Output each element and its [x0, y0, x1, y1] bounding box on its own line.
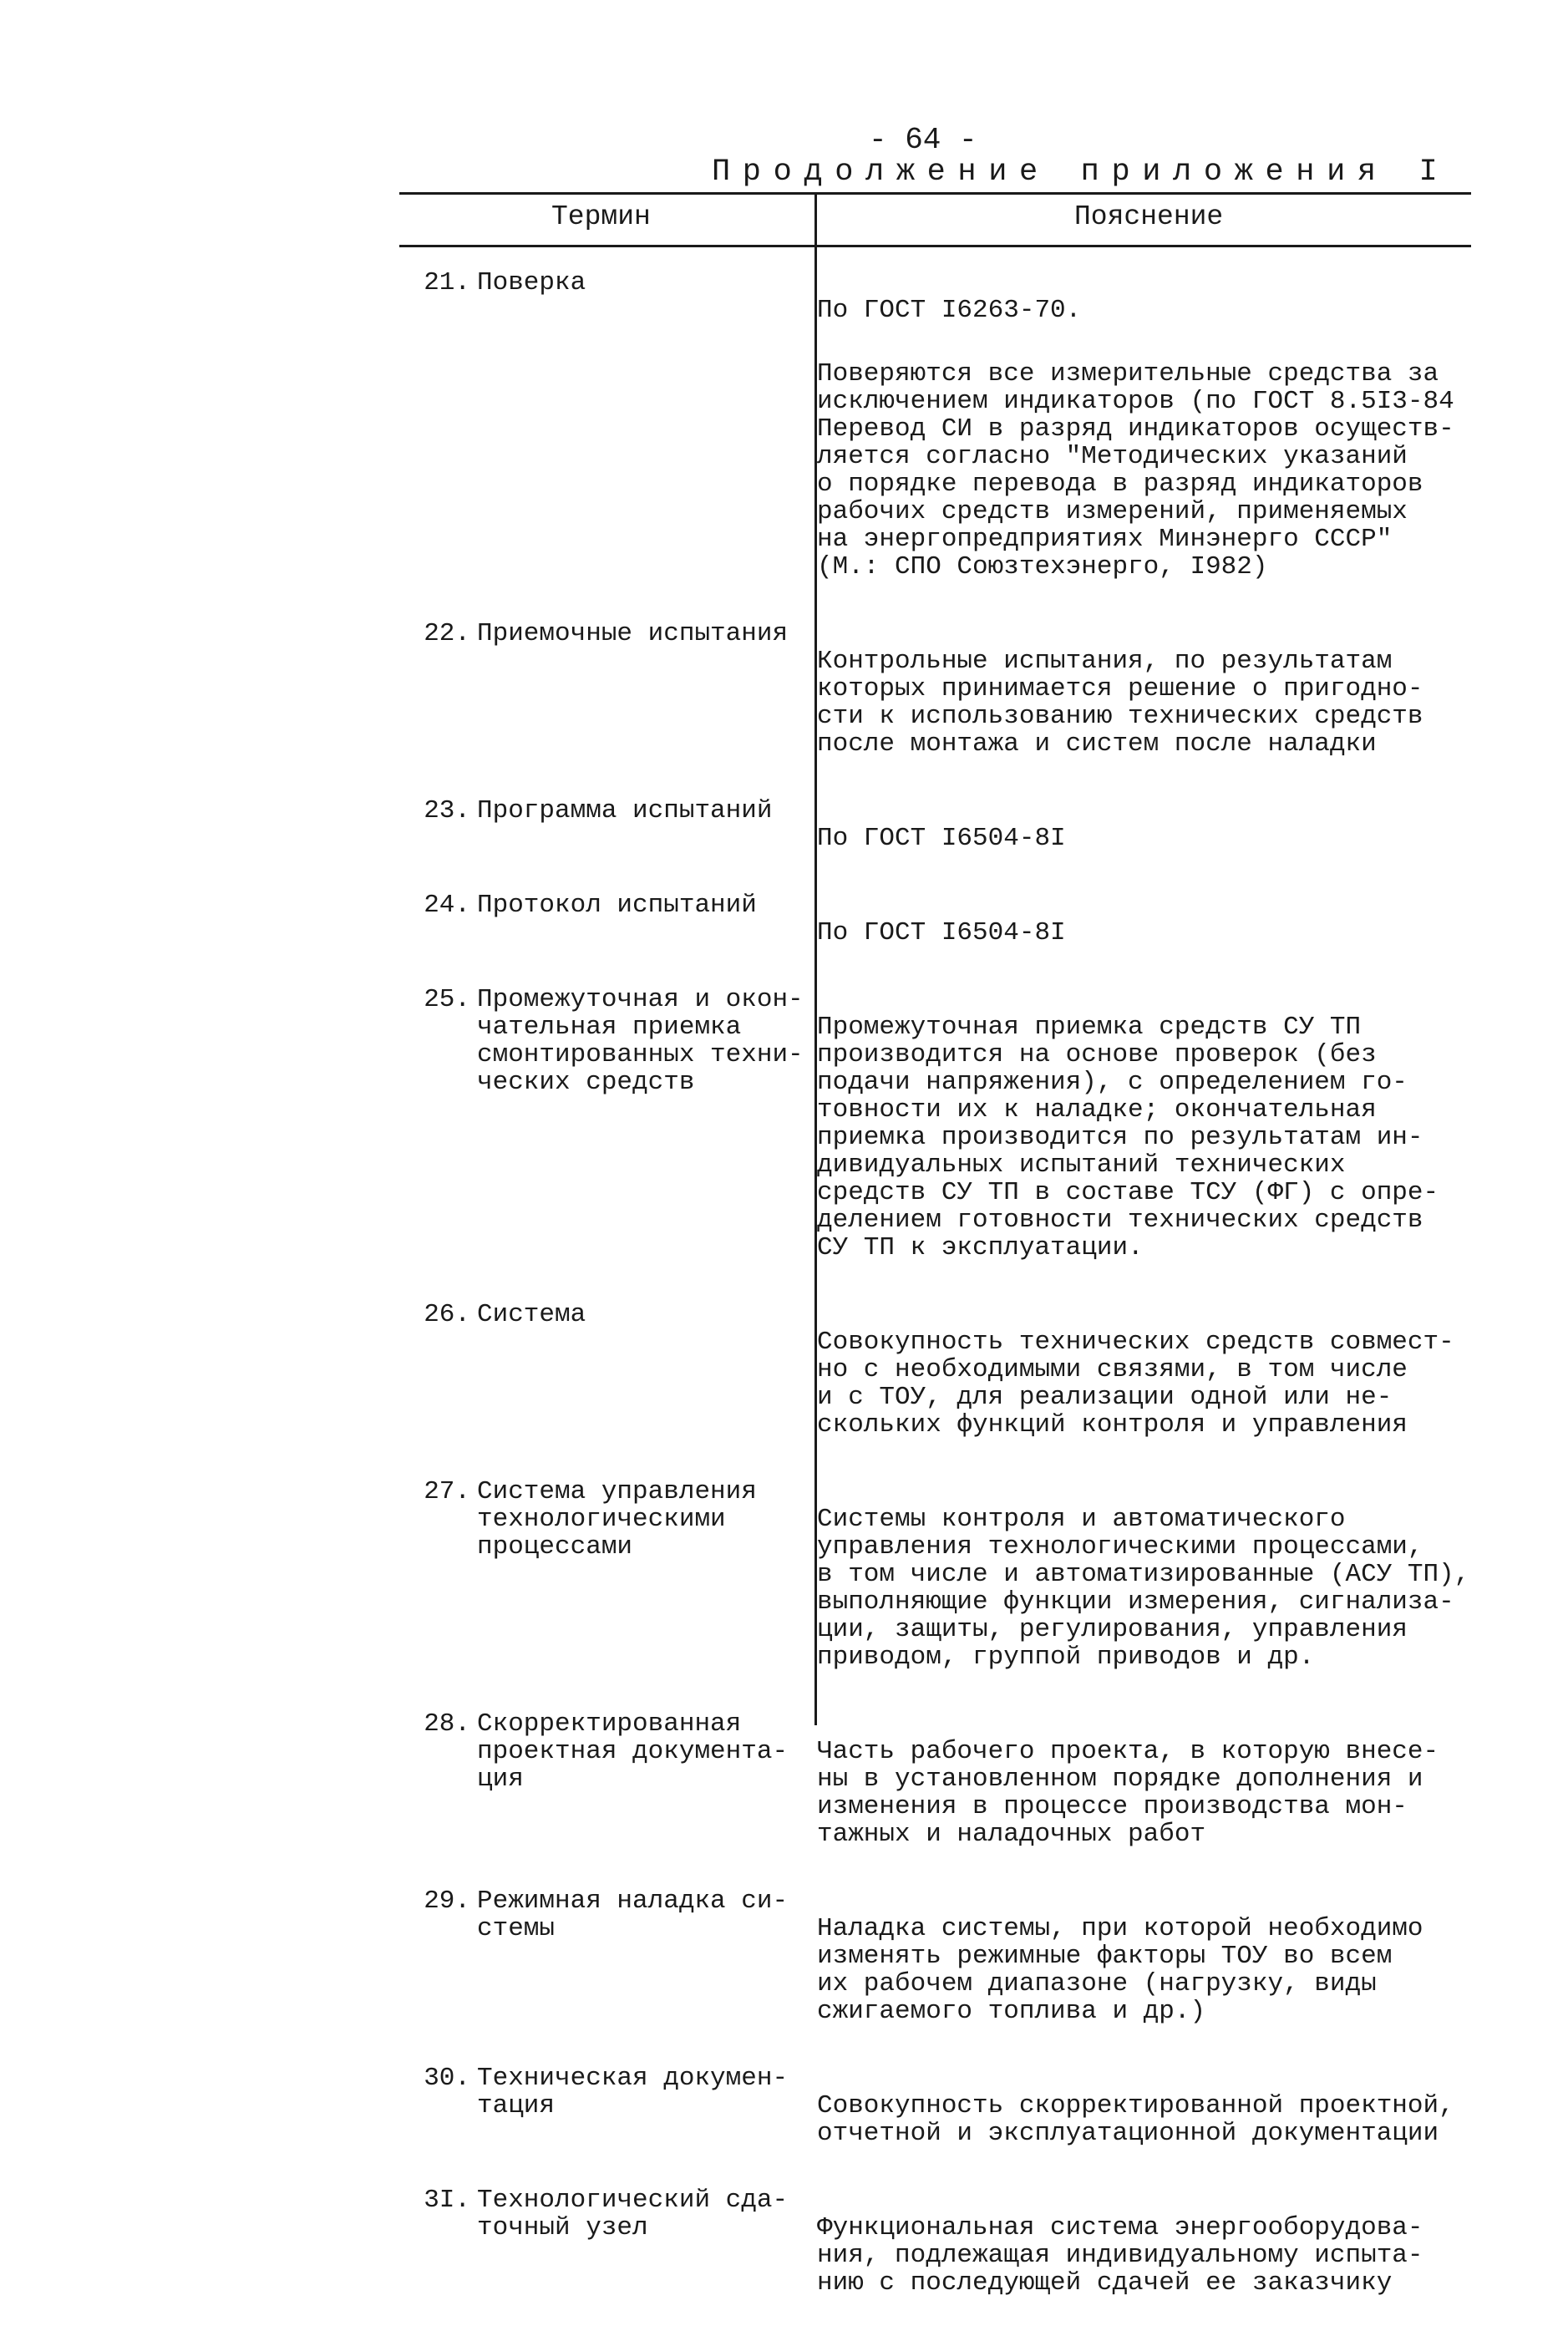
table-row [399, 986, 1477, 1289]
entry-explanation [810, 1301, 1472, 1466]
explanation-paragraph: Поверяются все измерительные средства за исключением индикаторов (по ГОСТ 8.5I3-84 Перевод СИ в разряд индикаторов осуществ- ляется согласно "Методических указаний о порядке перевода в разряд индикаторов рабочих средств измерений, применяемых на энергопредприятиях Минэнерго СССР" (М.: СПО Союзтехэнерго, I982) [817, 359, 1454, 581]
entry-term: Режимная наладка си- стемы [477, 1887, 789, 1943]
table-row [399, 1710, 1477, 1876]
explanation-paragraph: Часть рабочего проекта, в которую внесе- ны в установленном порядке дополнения и изменения в процессе производства мон- тажных и наладочных работ [817, 1737, 1439, 1849]
entry-explanation [810, 1478, 1472, 1699]
entry-number: 23. [424, 796, 470, 825]
entry-number: 29. [424, 1887, 470, 1916]
entry-number: 21. [424, 268, 470, 297]
entry-term: Поверка [477, 268, 586, 297]
explanation-paragraph: Совокупность скорректированной проектной, отчетной и эксплуатационной документации [817, 2091, 1454, 2148]
entry-explanation [810, 269, 1472, 608]
entry-term: Технологический сда- точный узел [477, 2186, 789, 2242]
entry-explanation [810, 891, 1472, 974]
entry-term: Скорректированная проектная документа- ция [477, 1709, 789, 1794]
entry-explanation [810, 2064, 1472, 2175]
column-header-explanation: Пояснение [1074, 201, 1224, 232]
explanation-paragraph: Совокупность технических средств совмест- но с необходимыми связями, в том числе и с ТОУ, для реализации одной или не- скольких функций контроля и управления [817, 1328, 1454, 1440]
table-row [399, 269, 1477, 608]
page-number: - 64 - [869, 123, 977, 157]
entry-explanation [810, 1887, 1472, 2053]
explanation-paragraph: Системы контроля и автоматического управления технологическими процессами, в том числе и автоматизированные (АСУ ТП), выполняющие функции измерения, сигнализа- ции, защиты, регулирования, управления приводом, группой приводов и др. [817, 1505, 1470, 1672]
table-row [399, 1301, 1477, 1466]
explanation-paragraph: Функциональная система энергооборудова- ния, подлежащая индивидуальному испыта- нию с последующей сдачей ее заказчику [817, 2213, 1423, 2298]
table-row [399, 797, 1477, 880]
explanation-paragraph: По ГОСТ I6263-70. [817, 296, 1082, 325]
entry-number: 22. [424, 619, 470, 648]
entry-term: Система [477, 1300, 586, 1329]
explanation-paragraph: Контрольные испытания, по результатам которых принимается решение о пригодно- сти к использованию технических средств после монтажа и систем после наладки [817, 647, 1423, 759]
entry-term: Протокол испытаний [477, 891, 757, 920]
entry-term: Промежуточная и окон- чательная приемка смонтированных техни- ческих средств [477, 985, 804, 1097]
table-header-rule [399, 245, 1471, 247]
table-row [399, 891, 1477, 974]
entry-term: Система управления технологическими процессами [477, 1477, 757, 1562]
explanation-paragraph: Наладка системы, при которой необходимо изменять режимные факторы ТОУ во всем их рабочем диапазоне (нагрузку, виды сжигаемого топлива и др.) [817, 1914, 1423, 2026]
table-row [399, 1478, 1477, 1699]
table-row [399, 620, 1477, 785]
continuation-heading: Продолжение приложения I [712, 155, 1450, 190]
entry-number: 26. [424, 1300, 470, 1329]
entry-explanation [810, 797, 1472, 880]
table-row [399, 2186, 1477, 2324]
entry-term: Техническая докумен- тация [477, 2064, 789, 2120]
glossary-table [399, 269, 1477, 2336]
entry-term: Программа испытаний [477, 796, 773, 825]
entry-explanation [810, 1710, 1472, 1876]
entry-explanation [810, 986, 1472, 1289]
entry-number: 24. [424, 891, 470, 920]
entry-explanation [810, 2186, 1472, 2324]
table-row [399, 2064, 1477, 2175]
entry-term: Приемочные испытания [477, 619, 789, 648]
entry-number: 30. [424, 2064, 470, 2093]
table-top-rule [399, 192, 1471, 195]
entry-number: 28. [424, 1709, 470, 1739]
explanation-paragraph: По ГОСТ I6504-8I [817, 824, 1066, 853]
explanation-paragraph: Промежуточная приемка средств СУ ТП производится на основе проверок (без подачи напряжения), с определением го- товности их к наладке; окончательная приемка производится по результатам ин- дивидуальных испытаний технических средств СУ ТП в составе ТСУ (ФГ) с опре- делением готовности технических средств СУ ТП к эксплуатации. [817, 1013, 1439, 1262]
explanation-paragraph: По ГОСТ I6504-8I [817, 918, 1066, 947]
table-row [399, 1887, 1477, 2053]
entry-number: 27. [424, 1477, 470, 1506]
entry-explanation [810, 620, 1472, 785]
column-header-term: Термин [551, 201, 651, 232]
entry-number: 25. [424, 985, 470, 1014]
entry-number: 3I. [424, 2186, 470, 2215]
